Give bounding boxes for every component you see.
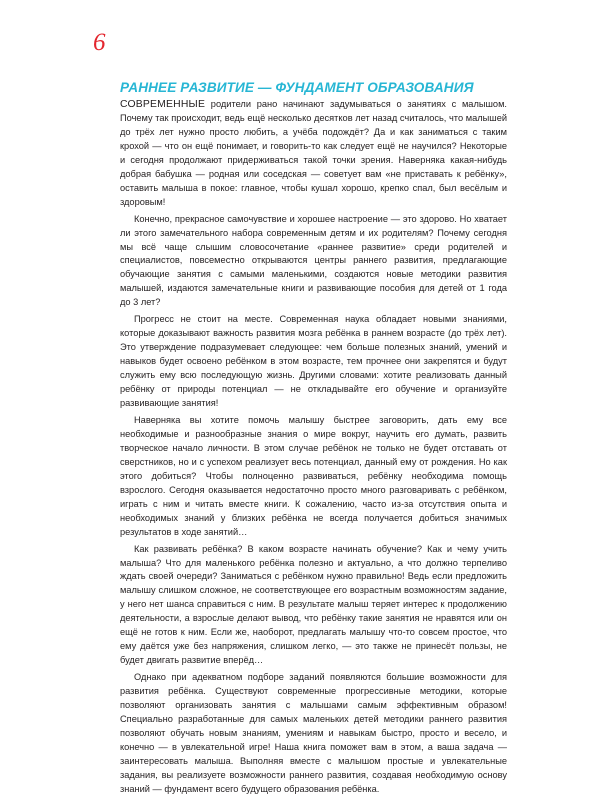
article-paragraph-4: Наверняка вы хотите помочь малышу быстрее заговорить, дать ему все необходимые и разнообразные знания о мире вокруг, научить его думать, развить творческое начало личности. В этом случае ребёнок не только не будет отставать от сверстников, но и с успехом реализует весь потенциал, данный ему от рождения. Но как этого добиться? Чтобы полноценно развиваться, ребёнку необходима помощь взрослого. Сегодня оказывается недостаточно просто много разговаривать с ребёнком, играть с ним и читать вместе книги. К сожалению, часто из-за отсутствия опыта и необходимых знаний у близких ребёнка не всегда получается добиться значимых результатов в ходе занятий… xyxy=(120,414,507,537)
article-paragraph-2: Конечно, прекрасное самочувствие и хорошее настроение — это здорово. Но хватает ли этого замечательного набора современным детям и их родителям? Почему сегодня мы всё чаще слышим словосочетание «раннее развитие» среди родителей и специалистов, повсеместно открываются центры раннего развития, предлагающие обучающие занятия с самыми маленькими, создаются новые методики развития малышей, издаются замечательные книги и развивающие пособия для детей от 1 года до 3 лет? xyxy=(120,213,507,308)
page-number: 6 xyxy=(93,29,106,56)
article-paragraph-5: Как развивать ребёнка? В каком возрасте начинать обучение? Как и чему учить малыша? Что для маленького ребёнка полезно и актуально, а что должно терпеливо ждать своей очереди? Заниматься с ребёнком нужно правильно! Ведь если предложить малышу слишком сложное, не соответствующее его возрастным возможностям задание, у него нет шанса справиться с ним. В результате малыш теряет интерес к продолжению деятельности, а взрослые делают вывод, что ребёнку такие занятия не нравятся или он ещё не готов к ним. Если же, наоборот, предлагать малышу что-то совсем простое, что ему даётся уже без напряжения, слишком легко, — это также не принесёт пользы, не будет двигать развитие вперёд… xyxy=(120,543,507,666)
paragraph-text: родители рано начинают задумываться о занятиях с малышом. Почему так происходит, ведь ещё несколько десятков лет назад считалось, что малышей до трёх лет нужно просто любить, а учёба подождёт? Да и как заниматься с таким крохой — что он ещё понимает, и говорить-то как следует ещё не научился? Некоторые и сегодня продолжают придерживаться такой точки зрения. Наверняка какая-нибудь добрая бабушка — родная или соседская — советует вам «не приставать к ребёнку», оставить малыша в покое: главное, чтобы кушал хорошо, крепко спал, был весёлым и здоровым! xyxy=(120,99,507,207)
article-paragraph-3: Прогресс не стоит на месте. Современная наука обладает новыми знаниями, которые доказывают важность развития мозга ребёнка в раннем возрасте (до трёх лет). Это утверждение подразумевает следующее: чем больше полезных знаний, умений и навыков будет освоено ребёнком в этом возрасте, тем прочнее они закрепятся и будут служить ему всю последующую жизнь. Другими словами: хотите реализовать данный ребёнку от природы потенциал — не откладывайте его обучение и организуйте развивающие занятия! xyxy=(120,314,507,409)
article-heading: РАННЕЕ РАЗВИТИЕ — ФУНДАМЕНТ ОБРАЗОВАНИЯ xyxy=(120,80,474,95)
article-paragraph-1 xyxy=(120,98,507,210)
article-paragraph-6: Однако при адекватном подборе заданий появляются большие возможности для развития ребёнка. Существуют современные прогрессивные методики, которые позволяют организовать занятия с малышами самым эффективным образом! Специально разработанные для самых маленьких детей методики раннего развития позволяют обучать новым знаниям, умениям и навыкам быстро, просто и весело, и конечно — в увлекательной игре! Наша книга поможет вам в этом, а ваша задача — заинтересовать малыша. Выполняя вместе с малышом простые и увлекательные задания, вы реализуете возможности раннего развития, создавая необходимую основу знаний — фундамент всего будущего образования ребёнка. xyxy=(120,672,507,794)
article xyxy=(120,80,507,800)
lead-word: СОВРЕМЕННЫЕ xyxy=(120,99,206,110)
